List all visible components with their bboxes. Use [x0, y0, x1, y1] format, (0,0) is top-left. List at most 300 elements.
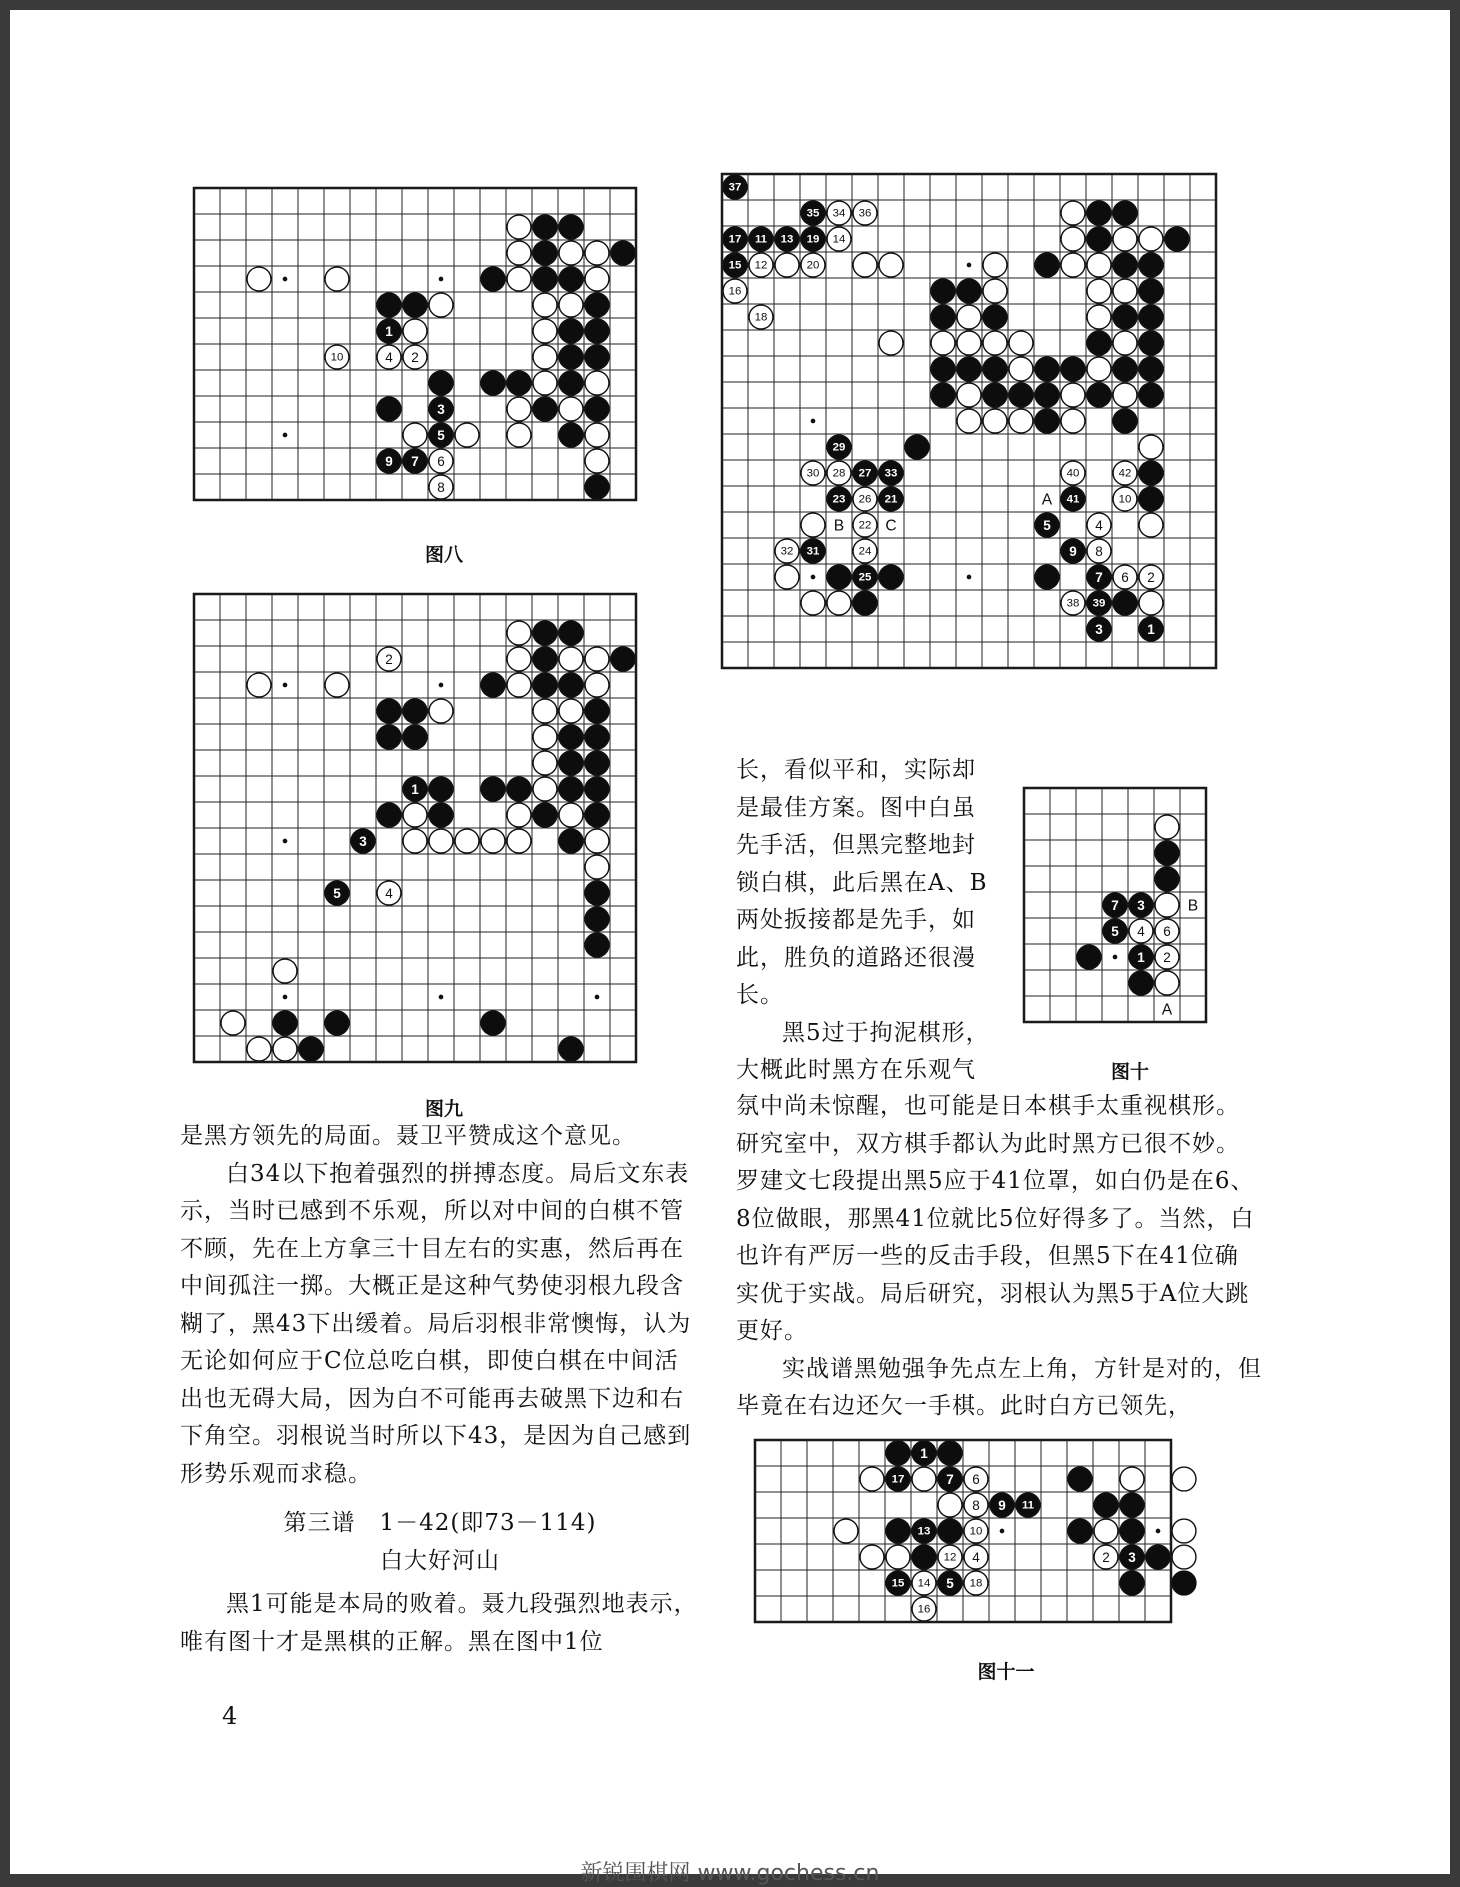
section-title: 第三谱 1－42(即73－114)	[283, 1510, 597, 1536]
move-number-label: 3	[1128, 1550, 1136, 1565]
move-number-label: 27	[858, 467, 872, 480]
hoshi-point	[439, 995, 444, 1000]
move-number-label: 13	[917, 1525, 931, 1538]
move-number-label: 20	[806, 259, 820, 272]
hoshi-point	[967, 575, 972, 580]
black-stone	[533, 803, 557, 827]
black-stone	[1129, 971, 1153, 995]
white-stone	[247, 673, 271, 697]
go-board-main	[710, 162, 1310, 772]
move-number-label: 18	[754, 311, 768, 324]
black-stone	[403, 699, 427, 723]
fig11-caption: 图十一	[977, 1661, 1035, 1683]
white-stone	[507, 803, 531, 827]
black-stone	[533, 397, 557, 421]
move-number-label: 7	[1095, 570, 1103, 585]
move-number-label: 7	[946, 1472, 954, 1487]
black-stone	[1155, 841, 1179, 865]
move-number-label: 35	[806, 207, 820, 220]
move-number-label: 29	[832, 441, 846, 454]
move-number-label: 5	[333, 886, 341, 901]
white-stone	[559, 293, 583, 317]
black-stone	[585, 777, 609, 801]
white-stone	[429, 829, 453, 853]
move-number-label: 4	[1095, 518, 1103, 533]
fig10-caption: 图十	[1110, 1061, 1149, 1083]
move-number-label: 6	[437, 454, 445, 469]
move-number-label: 33	[884, 467, 898, 480]
white-stone	[860, 1545, 884, 1569]
black-stone	[1094, 1493, 1118, 1517]
black-stone	[377, 725, 401, 749]
white-stone	[507, 673, 531, 697]
move-number-label: 28	[832, 467, 846, 480]
white-stone	[1061, 383, 1085, 407]
black-stone	[905, 435, 929, 459]
point-marker-label: B	[833, 517, 845, 535]
black-stone	[429, 803, 453, 827]
black-stone	[886, 1519, 910, 1543]
black-stone	[533, 267, 557, 291]
point-marker-label: A	[1161, 1001, 1173, 1019]
white-stone	[1113, 383, 1137, 407]
black-stone	[585, 881, 609, 905]
black-stone	[585, 725, 609, 749]
book-page	[10, 10, 1450, 1874]
black-stone	[957, 279, 981, 303]
move-number-label: 12	[754, 259, 768, 272]
white-stone	[533, 751, 557, 775]
black-stone	[585, 397, 609, 421]
white-stone	[221, 1011, 245, 1035]
move-number-label: 17	[891, 1473, 905, 1486]
move-number-label: 5	[946, 1576, 954, 1591]
white-stone	[1113, 227, 1137, 251]
move-number-label: 7	[1111, 898, 1119, 913]
white-stone	[1155, 971, 1179, 995]
move-number-label: 10	[330, 351, 344, 364]
white-stone	[507, 397, 531, 421]
paragraph: 是黑方领先的局面。聂卫平赞成这个意见。	[180, 1123, 636, 1149]
move-number-label: 3	[437, 402, 445, 417]
black-stone	[1035, 409, 1059, 433]
white-stone	[1172, 1467, 1196, 1491]
white-stone	[247, 267, 271, 291]
white-stone	[559, 397, 583, 421]
move-number-label: 4	[385, 350, 393, 365]
black-stone	[1113, 591, 1137, 615]
hoshi-point	[283, 839, 288, 844]
white-stone	[1009, 409, 1033, 433]
white-stone	[429, 293, 453, 317]
white-stone	[1139, 591, 1163, 615]
white-stone	[455, 423, 479, 447]
white-stone	[273, 959, 297, 983]
white-stone	[1155, 815, 1179, 839]
white-stone	[533, 777, 557, 801]
white-stone	[1061, 253, 1085, 277]
right-column-short-text	[736, 752, 992, 1090]
black-stone	[1172, 1571, 1196, 1595]
white-stone	[775, 253, 799, 277]
move-number-label: 40	[1066, 467, 1080, 480]
white-stone	[585, 267, 609, 291]
black-stone	[1139, 383, 1163, 407]
move-number-label: 23	[832, 493, 846, 506]
white-stone	[1061, 227, 1085, 251]
move-number-label: 2	[411, 350, 419, 365]
white-stone	[1155, 893, 1179, 917]
black-stone	[559, 423, 583, 447]
black-stone	[931, 305, 955, 329]
black-stone	[611, 241, 635, 265]
white-stone	[1172, 1545, 1196, 1569]
black-stone	[1068, 1519, 1092, 1543]
white-stone	[912, 1467, 936, 1491]
black-stone	[429, 371, 453, 395]
black-stone	[1155, 867, 1179, 891]
black-stone	[533, 621, 557, 645]
paragraph: 氛中尚未惊醒，也可能是日本棋手太重视棋形。研究室中，双方棋手都认为此时黑方已很不妙。罗建文七段提出黑5应于41位罩，如白仍是在6、8位做眼，那黑41位就比5位好得多了。当然，白也许有严厉一些的反击手段，但黑5下在41位确实优于实战。局后研究，羽根认为黑5于A位大跳更好。	[736, 1093, 1255, 1344]
black-stone	[1113, 253, 1137, 277]
white-stone	[1139, 227, 1163, 251]
hoshi-point	[283, 277, 288, 282]
black-stone	[1061, 357, 1085, 381]
white-stone	[983, 279, 1007, 303]
move-number-label: 21	[884, 493, 898, 506]
hoshi-point	[811, 575, 816, 580]
white-stone	[507, 241, 531, 265]
white-stone	[325, 267, 349, 291]
black-stone	[983, 305, 1007, 329]
black-stone	[559, 345, 583, 369]
right-column-text	[736, 1088, 1262, 1426]
white-stone	[879, 331, 903, 355]
white-stone	[860, 1467, 884, 1491]
black-stone	[938, 1519, 962, 1543]
hoshi-point	[439, 277, 444, 282]
white-stone	[585, 423, 609, 447]
black-stone	[1120, 1519, 1144, 1543]
black-stone	[886, 1441, 910, 1465]
white-stone	[585, 855, 609, 879]
black-stone	[1113, 357, 1137, 381]
move-number-label: 5	[437, 428, 445, 443]
white-stone	[507, 423, 531, 447]
white-stone	[879, 253, 903, 277]
black-stone	[507, 777, 531, 801]
white-stone	[1139, 513, 1163, 537]
move-number-label: 16	[728, 285, 742, 298]
black-stone	[377, 803, 401, 827]
move-number-label: 17	[728, 233, 742, 246]
move-number-label: 6	[972, 1472, 980, 1487]
black-stone	[1139, 331, 1163, 355]
black-stone	[559, 215, 583, 239]
move-number-label: 2	[1163, 950, 1171, 965]
move-number-label: 18	[969, 1577, 983, 1590]
white-stone	[585, 829, 609, 853]
black-stone	[299, 1037, 323, 1061]
white-stone	[533, 319, 557, 343]
black-stone	[1139, 253, 1163, 277]
white-stone	[801, 513, 825, 537]
white-stone	[507, 215, 531, 239]
black-stone	[585, 699, 609, 723]
black-stone	[938, 1441, 962, 1465]
move-number-label: 5	[1111, 924, 1119, 939]
move-number-label: 37	[728, 181, 742, 194]
move-number-label: 31	[806, 545, 820, 558]
paragraph: 长，看似平和，实际却是最佳方案。图中白虽先手活，但黑完整地封锁白棋，此后黑在A、B两处扳接都是先手，如此，胜负的道路还很漫长。	[736, 757, 988, 1008]
move-number-label: 19	[806, 233, 820, 246]
move-number-label: 6	[1121, 570, 1129, 585]
move-number-label: 42	[1118, 467, 1132, 480]
hoshi-point	[1156, 1529, 1161, 1534]
move-number-label: 24	[858, 545, 872, 558]
white-stone	[1061, 409, 1085, 433]
hoshi-point	[283, 433, 288, 438]
move-number-label: 3	[359, 834, 367, 849]
white-stone	[403, 319, 427, 343]
black-stone	[827, 565, 851, 589]
move-number-label: 2	[385, 652, 393, 667]
black-stone	[273, 1011, 297, 1035]
black-stone	[1087, 331, 1111, 355]
move-number-label: 4	[972, 1550, 980, 1565]
black-stone	[559, 371, 583, 395]
white-stone	[247, 1037, 271, 1061]
white-stone	[559, 241, 583, 265]
white-stone	[481, 829, 505, 853]
move-number-label: 2	[1102, 1550, 1110, 1565]
white-stone	[1120, 1467, 1144, 1491]
black-stone	[1120, 1493, 1144, 1517]
black-stone	[559, 777, 583, 801]
black-stone	[533, 241, 557, 265]
white-stone	[775, 565, 799, 589]
white-stone	[938, 1493, 962, 1517]
move-number-label: 10	[969, 1525, 983, 1538]
fig8-caption: 图八	[424, 544, 463, 566]
white-stone	[455, 829, 479, 853]
site-watermark: 新锐围棋网 www.gochess.cn	[580, 1861, 880, 1886]
black-stone	[853, 591, 877, 615]
black-stone	[1139, 305, 1163, 329]
black-stone	[481, 371, 505, 395]
black-stone	[1087, 201, 1111, 225]
white-stone	[983, 409, 1007, 433]
black-stone	[533, 215, 557, 239]
fig9-caption: 图九	[424, 1098, 463, 1120]
black-stone	[1035, 565, 1059, 589]
move-number-label: 14	[832, 233, 846, 246]
move-number-label: 1	[920, 1446, 928, 1461]
white-stone	[403, 423, 427, 447]
black-stone	[585, 803, 609, 827]
black-stone	[507, 371, 531, 395]
white-stone	[1009, 331, 1033, 355]
white-stone	[1087, 357, 1111, 381]
paragraph: 实战谱黑勉强争先点左上角，方针是对的，但毕竟在右边还欠一手棋。此时白方已领先，	[736, 1355, 1262, 1419]
black-stone	[559, 267, 583, 291]
black-stone	[1146, 1545, 1170, 1569]
move-number-label: 30	[806, 467, 820, 480]
white-stone	[957, 409, 981, 433]
move-number-label: 2	[1147, 570, 1155, 585]
white-stone	[585, 647, 609, 671]
black-stone	[403, 725, 427, 749]
black-stone	[429, 777, 453, 801]
move-number-label: 34	[832, 207, 846, 220]
white-stone	[325, 673, 349, 697]
move-number-label: 13	[780, 233, 794, 246]
hoshi-point	[595, 995, 600, 1000]
move-number-label: 9	[1069, 544, 1077, 559]
black-stone	[1139, 279, 1163, 303]
black-stone	[1113, 409, 1137, 433]
hoshi-point	[283, 995, 288, 1000]
move-number-label: 12	[943, 1551, 957, 1564]
page-number: 4	[222, 1702, 238, 1730]
black-stone	[585, 475, 609, 499]
black-stone	[1035, 383, 1059, 407]
paragraph: 黑5过于拘泥棋形，大概此时黑方在乐观气	[736, 1019, 990, 1083]
white-stone	[585, 449, 609, 473]
white-stone	[1172, 1519, 1196, 1543]
white-stone	[507, 829, 531, 853]
move-number-label: 6	[1163, 924, 1171, 939]
go-board-fig11	[745, 1430, 1265, 1665]
white-stone	[853, 253, 877, 277]
black-stone	[585, 751, 609, 775]
move-number-label: 1	[411, 782, 419, 797]
black-stone	[1120, 1571, 1144, 1595]
move-number-label: 22	[858, 519, 872, 532]
white-stone	[507, 267, 531, 291]
go-board-fig8	[184, 178, 704, 538]
black-stone	[1139, 487, 1163, 511]
move-number-label: 9	[998, 1498, 1006, 1513]
move-number-label: 7	[411, 454, 419, 469]
black-stone	[1035, 253, 1059, 277]
move-number-label: 32	[780, 545, 794, 558]
black-stone	[585, 319, 609, 343]
black-stone	[1113, 201, 1137, 225]
black-stone	[377, 397, 401, 421]
white-stone	[834, 1519, 858, 1543]
paragraph: 白34以下抱着强烈的拼搏态度。局后文东表示，当时已感到不乐观，所以对中间的白棋不管不顾，先在上方拿三十目左右的实惠，然后再在中间孤注一掷。大概正是这种气势使羽根九段含糊了，黑43下出缓着。局后羽根非常懊悔，认为无论如何应于C位总吃白棋，即使白棋在中间活出也无碍大局，因为白不可能再去破黑下边和右下角空。羽根说当时所以下43，是因为自己感到形势乐观而求稳。	[180, 1160, 692, 1487]
black-stone	[931, 357, 955, 381]
white-stone	[533, 293, 557, 317]
black-stone	[481, 267, 505, 291]
white-stone	[931, 331, 955, 355]
move-number-label: 41	[1066, 493, 1080, 506]
black-stone	[879, 565, 903, 589]
white-stone	[533, 345, 557, 369]
black-stone	[931, 383, 955, 407]
section-subtitle: 白大好河山	[380, 1547, 500, 1574]
black-stone	[1139, 357, 1163, 381]
move-number-label: 8	[437, 480, 445, 495]
move-number-label: 8	[1095, 544, 1103, 559]
move-number-label: 5	[1043, 518, 1051, 533]
move-number-label: 1	[1147, 622, 1155, 637]
white-stone	[585, 241, 609, 265]
black-stone	[403, 293, 427, 317]
white-stone	[957, 383, 981, 407]
black-stone	[481, 777, 505, 801]
move-number-label: 4	[385, 886, 393, 901]
black-stone	[585, 907, 609, 931]
move-number-label: 15	[728, 259, 742, 272]
black-stone	[559, 621, 583, 645]
black-stone	[481, 673, 505, 697]
black-stone	[611, 647, 635, 671]
move-number-label: 9	[385, 454, 393, 469]
white-stone	[1087, 253, 1111, 277]
move-number-label: 1	[1137, 950, 1145, 965]
hoshi-point	[283, 683, 288, 688]
move-number-label: 16	[917, 1603, 931, 1616]
black-stone	[559, 829, 583, 853]
white-stone	[957, 331, 981, 355]
white-stone	[507, 621, 531, 645]
white-stone	[1009, 357, 1033, 381]
white-stone	[801, 591, 825, 615]
black-stone	[1087, 383, 1111, 407]
point-marker-label: C	[885, 517, 897, 535]
black-stone	[585, 933, 609, 957]
hoshi-point	[811, 419, 816, 424]
white-stone	[273, 1037, 297, 1061]
black-stone	[533, 673, 557, 697]
white-stone	[533, 699, 557, 723]
move-number-label: 14	[917, 1577, 931, 1590]
black-stone	[983, 357, 1007, 381]
white-stone	[1113, 279, 1137, 303]
white-stone	[559, 647, 583, 671]
white-stone	[585, 371, 609, 395]
black-stone	[559, 751, 583, 775]
go-board-fig10	[1014, 778, 1264, 1038]
white-stone	[1113, 331, 1137, 355]
black-stone	[983, 383, 1007, 407]
black-stone	[585, 293, 609, 317]
white-stone	[957, 305, 981, 329]
move-number-label: 11	[754, 233, 768, 246]
white-stone	[1061, 201, 1085, 225]
black-stone	[585, 345, 609, 369]
move-number-label: 36	[858, 207, 872, 220]
white-stone	[403, 803, 427, 827]
white-stone	[1087, 305, 1111, 329]
white-stone	[983, 331, 1007, 355]
move-number-label: 8	[972, 1498, 980, 1513]
black-stone	[1035, 357, 1059, 381]
move-number-label: 3	[1095, 622, 1103, 637]
white-stone	[507, 647, 531, 671]
go-board-fig9	[184, 584, 704, 1094]
black-stone	[559, 673, 583, 697]
black-stone	[481, 1011, 505, 1035]
black-stone	[1139, 461, 1163, 485]
black-stone	[1077, 945, 1101, 969]
hoshi-point	[1000, 1529, 1005, 1534]
black-stone	[559, 725, 583, 749]
move-number-label: 3	[1137, 898, 1145, 913]
black-stone	[533, 647, 557, 671]
